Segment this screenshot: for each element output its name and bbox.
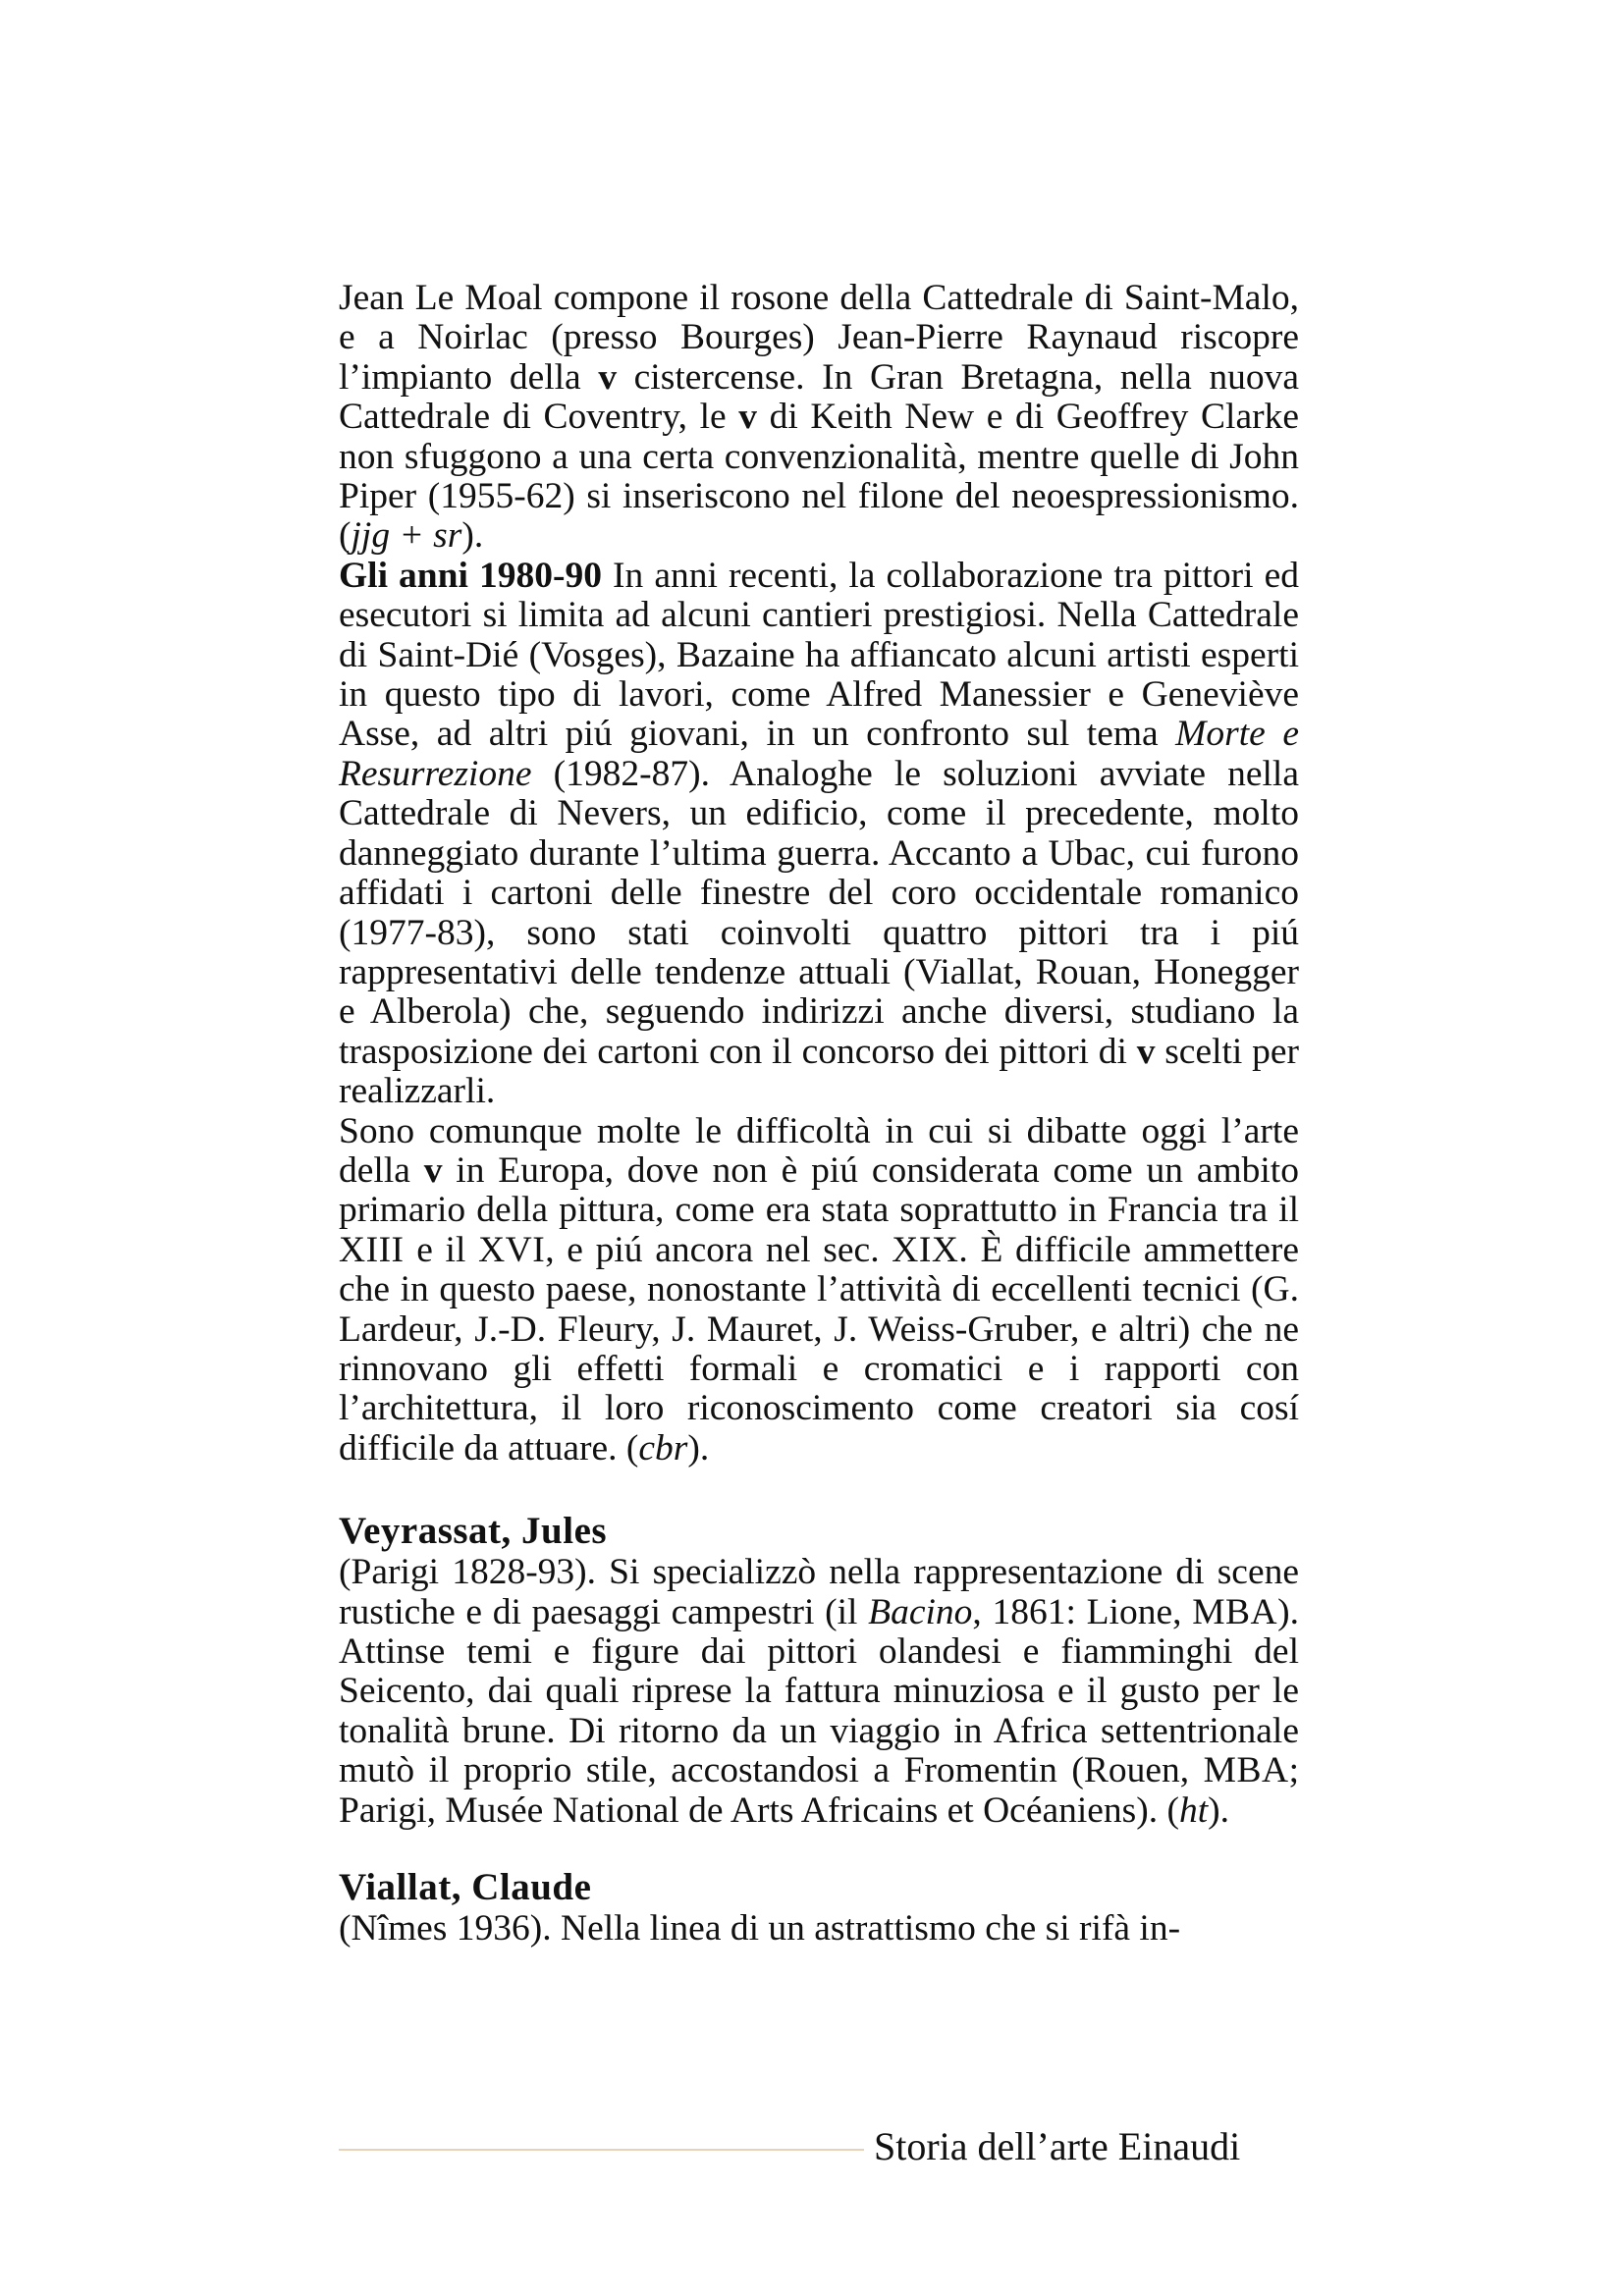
footer-rule bbox=[339, 2149, 864, 2151]
century-numeral: XVI bbox=[478, 1229, 546, 1270]
century-numeral: XIII bbox=[339, 1229, 405, 1270]
author-signature: jjg + sr bbox=[351, 515, 462, 557]
artwork-title: Morte e Resurrezione bbox=[339, 714, 1299, 794]
section-heading-inline: Gli anni 1980-90 bbox=[339, 555, 602, 596]
artwork-title: Bacino bbox=[868, 1591, 973, 1632]
abbrev-v: v bbox=[423, 1149, 443, 1191]
entry-text-veyrassat: (Parigi 1828-93). Si specializzò nella rappresentazione di scene rustiche e di paesaggi campestri (il Bacino, 1861: Lione, MBA). Attinse temi e figure dai pittori olandesi e fiamminghi del Seicento, dai quali riprese la fattura minuziosa e il gusto per le tonalità brune. Di ritorno da un viaggio in Africa settentrionale mutò il proprio stile, accostandosi a Fromentin (Rouen, MBA; Parigi, Musée National de Arts Africains et Océaniens). (ht). bbox=[339, 1552, 1300, 1831]
footer-publication-title: Storia dell’arte Einaudi bbox=[874, 2124, 1241, 2168]
museum-abbrev: MBA bbox=[1203, 1750, 1289, 1791]
text-column bbox=[339, 279, 1299, 1949]
entry-heading-viallat: Viallat, Claude bbox=[339, 1866, 592, 1909]
author-signature: cbr bbox=[638, 1427, 688, 1468]
museum-abbrev: MBA bbox=[1192, 1591, 1278, 1632]
author-signature: ht bbox=[1179, 1789, 1209, 1831]
entry-text-viallat: (Nîmes 1936). Nella linea di un astrattismo che si rifà in- bbox=[339, 1908, 1181, 1949]
entry-heading-veyrassat: Veyrassat, Jules bbox=[339, 1510, 608, 1553]
paragraph-stained-glass-1950s: Jean Le Moal compone il rosone della Cattedrale di Saint-Malo, e a Noirlac (presso Bourges) Jean-Pierre Raynaud riscopre l’impianto della v cistercense. In Gran Bretagna, nella nuova Cattedrale di Coventry, le v di Keith New e di Geoffrey Clarke non sfuggono a una certa convenzionalità, mentre quelle di John Piper (1955-62) si inseriscono nel filone del neoespressionismo. (jjg + sr). bbox=[339, 278, 1299, 557]
abbrev-v: v bbox=[598, 356, 618, 398]
abbrev-v: v bbox=[738, 397, 758, 438]
paragraph-difficulties: Sono comunque molte le difficoltà in cui si dibatte oggi l’arte della v in Europa, dove non è piú considerata come un ambito primario della pittura, come era stata soprattutto in Francia tra il XIII e il XVI, e piú ancora nel sec. XIX. È difficile ammettere che in questo paese, nonostante l’attività di eccellenti tecnici (G. Lardeur, J.-D. Fleury, J. Mauret, J. Weiss-Gruber, e altri) che ne rinnovano gli effetti formali e cromatici e i rapporti con l’architettura, il loro riconoscimento come creatori sia cosí difficile da attuare. (cbr). bbox=[339, 1110, 1299, 1468]
entry-spacer bbox=[339, 1468, 1299, 1510]
paragraph-1980-90: Gli anni 1980-90 In anni recenti, la collaborazione tra pittori ed esecutori si limita ad alcuni cantieri prestigiosi. Nella Cattedrale di Saint-Dié (Vosges), Bazaine ha affiancato alcuni artisti esperti in questo tipo di lavori, come Alfred Manessier e Geneviève Asse, ad altri piú giovani, in un confronto sul tema Morte e Resurrezione (1982-87). Analoghe le soluzioni avviate nella Cattedrale di Nevers, un edificio, come il precedente, molto danneggiato durante l’ultima guerra. Accanto a Ubac, cui furono affidati i cartoni delle finestre del coro occidentale romanico (1977-83), sono stati coinvolti quattro pittori tra i piú rappresentativi delle tendenze attuali (Viallat, Rouan, Honegger e Alberola) che, seguendo indirizzi anche diversi, studiano la trasposizione dei cartoni con il concorso dei pittori di v scelti per realizzarli. bbox=[339, 555, 1299, 1112]
entry-spacer bbox=[339, 1831, 1299, 1866]
abbrev-v: v bbox=[1136, 1031, 1156, 1072]
century-numeral: XIX bbox=[892, 1229, 959, 1270]
